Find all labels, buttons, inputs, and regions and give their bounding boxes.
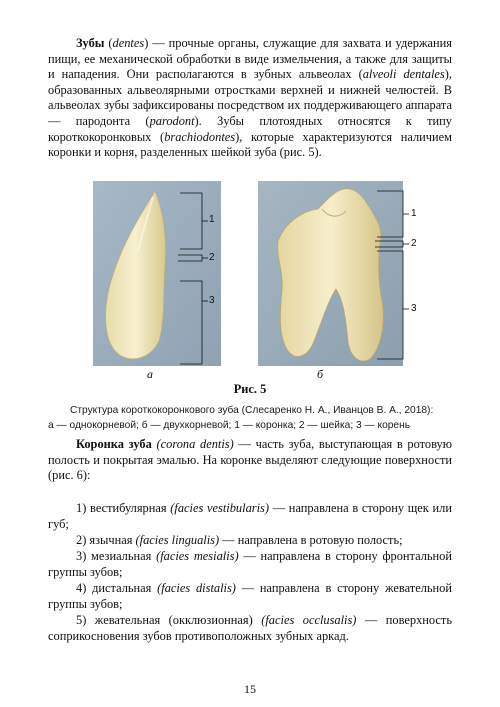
intro-text-1: — прочные органы, служащие для захвата и удержания пищи, ее механической обработки в виде измельчения, а также для защиты и нападения. Они располагаются в зубных альвеолах (: [48, 36, 452, 82]
intro-text-3: ). Зубы плотоядных относятся к типу короткокоронковых (: [48, 113, 452, 144]
crown-text: — часть зуба, выступающая в ротовую полость и покрытая эмалью. На коронке выделяют следующие поверхности (рис. 6):: [48, 437, 452, 483]
page-number: 15: [244, 682, 256, 696]
mark-a-1: 1: [209, 214, 215, 225]
intro-paragraph: Зубы (dentes) — прочные органы, служащие для захвата и удержания пищи, ее механической обработки в виде измельчения, а также для защиты и нападения. Они располагаются в зубных альвеолах (alveoli dentales), образованных альвеолярными отростками верхней и нижней челюстей. В альвеолах зубы зафиксированы посредством их поддерживающего аппарата — пародонта (parodont). Зубы плотоядных относятся к типу короткокоронковых (brachiodontes), которые характеризуются наличием коронки и корня, разделенных шейкой зуба (рис. 5).: [48, 36, 452, 160]
sublabel-a: а: [147, 367, 153, 381]
term-teeth: Зубы: [76, 36, 105, 50]
markers-b: [375, 181, 415, 366]
latin-brachiodontes: brachiodontes: [164, 129, 236, 144]
crown-paragraph: [48, 437, 452, 484]
mark-b-2: 2: [411, 238, 417, 249]
intro-text-4: ), которые характеризуются наличием коронки и корня, разделенных шейкой зуба (рис. 5).: [48, 129, 452, 160]
list-item: 5) жевательная (окклюзионная) (facies occlusalis) — поверхность соприкосновения зубов противоположных зубных аркад.: [48, 613, 452, 643]
term-crown: Коронка зуба: [76, 437, 152, 451]
list-item: 1) вестибулярная (facies vestibularis) — направлена в сторону щек или губ;: [48, 501, 452, 531]
mark-a-3: 3: [209, 295, 215, 306]
list-item: 2) язычная (facies lingualis) — направлена в ротовую полость;: [76, 533, 403, 548]
figure-title: Рис. 5: [233, 382, 267, 396]
sublabel-b: б: [316, 367, 324, 381]
caption-line-2: а — однокорневой; б — двухкорневой; 1 — коронка; 2 — шейка; 3 — корень: [48, 420, 410, 431]
mark-b-1: 1: [411, 208, 417, 219]
latin-corona: (corona dentis): [156, 437, 234, 451]
mark-b-3: 3: [411, 303, 417, 314]
markers-a: [178, 181, 214, 366]
latin-dentes: dentes: [112, 36, 145, 50]
intro-text-2: ), образованных альвеолярными отростками верхней и нижней челюстей. В альвеолах зубы зафиксированы посредством их поддерживающего аппарата — пародонта (: [48, 67, 452, 128]
caption-line-1: Структура короткокоронкового зуба (Слесаренко Н. А., Иванцов В. А., 2018):: [70, 405, 434, 416]
list-item: 3) мезиальная (facies mesialis) — направлена в сторону фронтальной группы зубов;: [48, 549, 453, 579]
mark-a-2: 2: [209, 252, 215, 263]
list-item: 4) дистальная (facies distalis) — направлена в сторону жевательной группы зубов;: [48, 581, 453, 611]
figure-caption: [48, 403, 452, 433]
latin-alveoli: alveoli dentales: [362, 67, 445, 82]
latin-parodont: parodont: [149, 113, 195, 128]
